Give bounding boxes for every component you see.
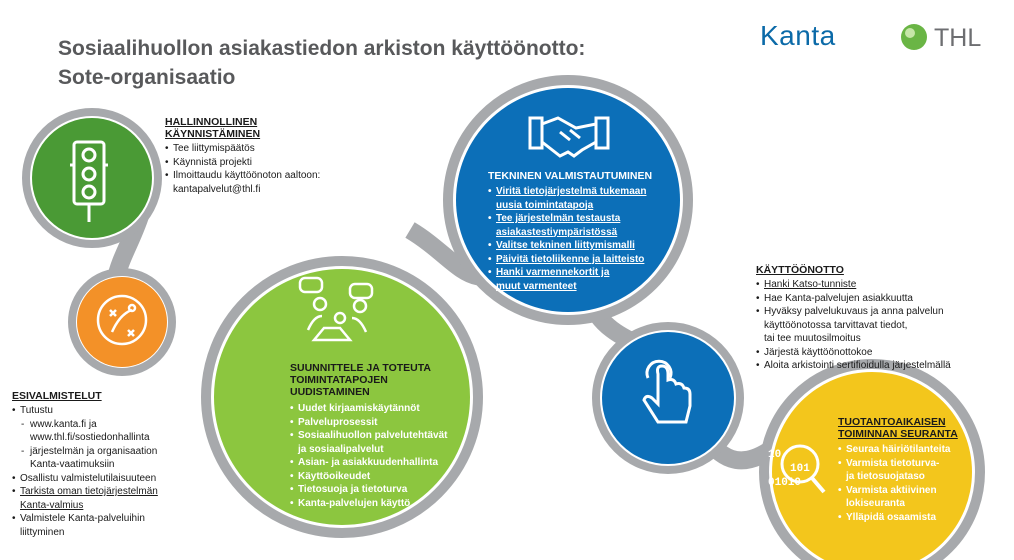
link-item[interactable]: uusia toimintatapoja	[496, 199, 594, 211]
list-item[interactable]: Kanta-valmius	[20, 499, 84, 511]
list-item[interactable]: • Hanki Katso-tunniste	[756, 278, 1006, 292]
link-item[interactable]: • Tietosuoja ja tietoturva	[290, 483, 480, 497]
list-item: • Seuraa häiriötilanteita	[838, 443, 988, 457]
list-item: • Tutustu	[12, 404, 202, 418]
title-line-2: Sote-organisaatio	[58, 66, 236, 89]
link-item[interactable]: • Päivitä tietoliikenne ja laitteisto	[488, 253, 668, 267]
list-item: • Hae Kanta-palvelujen asiakkuutta	[756, 292, 1006, 306]
list-subitem: - järjestelmän ja organisaation	[12, 445, 202, 459]
list-item: • Järjestä käyttöönottokoe	[756, 346, 1006, 360]
link-item[interactable]: ja sosiaalipalvelut	[298, 443, 384, 455]
tuotanto-heading: TUOTANTOAIKAISEN TOIMINNAN SEURANTA	[838, 416, 958, 440]
link-item[interactable]: • Viritä tietojärjestelmä tukemaan	[488, 185, 668, 199]
binary-digits: 10 101 01010	[768, 449, 810, 489]
list-item: • Tee liittymispäätös	[165, 142, 365, 156]
list-item: • Hyväksy palvelukuvaus ja anna palvelun	[756, 305, 1006, 319]
section-esivalmistelut	[12, 390, 202, 539]
list-item: käyttöönotossa tarvittavat tiedot,	[764, 319, 908, 331]
list-item: • Aloita arkistointi sertifioidulla järjestelmällä	[756, 359, 1006, 373]
kayttoonotto-heading: KÄYTTÖÖNOTTO	[756, 264, 844, 276]
list-subitem: - www.kanta.fi ja	[12, 418, 202, 432]
link-item[interactable]: muut varmenteet	[496, 280, 577, 292]
esivalmistelut-heading: ESIVALMISTELUT	[12, 390, 102, 402]
link-item[interactable]: • Uudet kirjaamiskäytännöt	[290, 402, 480, 416]
section-tekninen	[488, 170, 668, 293]
link-item[interactable]: • Valitse tekninen liittymismalli	[488, 239, 668, 253]
list-item: • Valmistele Kanta-palveluihin	[12, 512, 202, 526]
hallinnollinen-heading: HALLINNOLLINEN KÄYNNISTÄMINEN	[165, 116, 261, 140]
list-item: • Käynnistä projekti	[165, 156, 365, 170]
thl-logo: THL	[934, 24, 982, 52]
list-item: tai tee muutosilmoitus	[764, 333, 861, 344]
kanta-logo: Kanta	[760, 20, 836, 51]
link-item[interactable]: • Kanta-palvelujen käyttö	[290, 497, 480, 511]
link-item[interactable]: • Käyttöoikeudet	[290, 470, 480, 484]
link-item[interactable]: • Asian- ja asiakkuudenhallinta	[290, 456, 480, 470]
section-suunnittele	[290, 362, 480, 510]
list-item: • Ylläpidä osaamista	[838, 511, 988, 525]
email-link[interactable]: kantapalvelut@thl.fi	[173, 183, 261, 195]
circle-esivalmistelut	[77, 277, 167, 367]
title-line-1: Sosiaalihuollon asiakastiedon arkiston käyttöönotto:	[58, 37, 586, 60]
section-hallinnollinen	[165, 116, 365, 196]
list-item: • Varmista aktiivinen	[838, 484, 988, 498]
section-kayttoonotto	[756, 264, 1006, 373]
list-item[interactable]: • Tarkista oman tietojärjestelmän	[12, 485, 202, 499]
tekninen-heading: TEKNINEN VALMISTAUTUMINEN	[488, 170, 653, 182]
link-item[interactable]: • Sosiaalihuollon palvelutehtävät	[290, 429, 480, 443]
link-item[interactable]: • Palveluprosessit	[290, 416, 480, 430]
section-tuotanto	[838, 416, 988, 524]
list-subitem: Kanta-vaatimuksiin	[30, 459, 115, 470]
list-item: • Ilmoittaudu käyttöönoton aaltoon:	[165, 169, 365, 183]
link-item[interactable]: asiakastestiympäristössä	[496, 226, 618, 238]
list-item: • Varmista tietoturva-	[838, 457, 988, 471]
link-item[interactable]: • Tee järjestelmän testausta	[488, 212, 668, 226]
suunnittele-heading: SUUNNITTELE JA TOTEUTA TOIMINTATAPOJEN UUDISTAMINEN	[290, 362, 431, 398]
list-item: lokiseuranta	[846, 498, 905, 509]
list-item: liittyminen	[20, 526, 65, 538]
list-item: ja tietosuojataso	[846, 471, 925, 482]
link-item[interactable]: • Hanki varmennekortit ja	[488, 266, 668, 280]
list-subitem: www.thl.fi/sostiedonhallinta	[30, 432, 150, 443]
page-title	[58, 34, 585, 92]
list-item: • Osallistu valmistelutilaisuuteen	[12, 472, 202, 486]
circle-kayttoonotto	[602, 332, 734, 464]
